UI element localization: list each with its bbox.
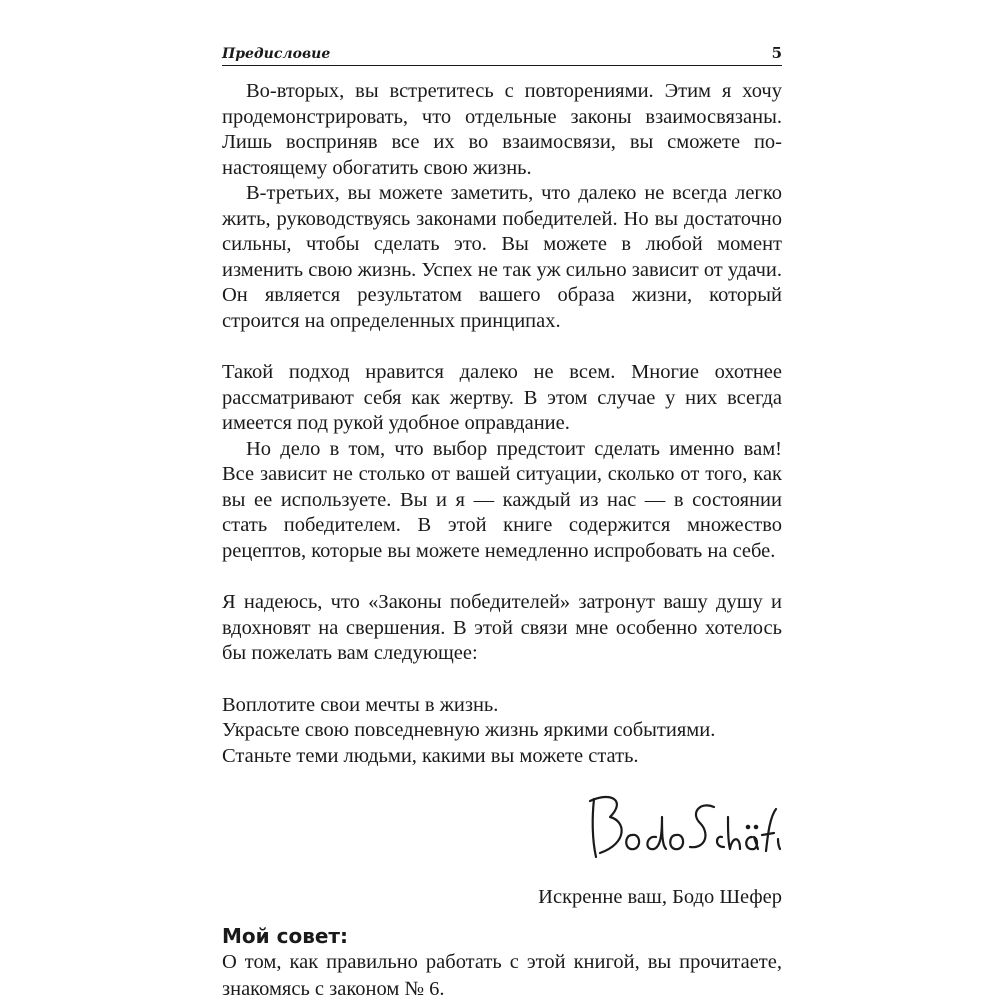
wish-item: Воплотите свои мечты в жизнь. [222,693,499,716]
signature-image [582,777,782,877]
wish-item: Украсьте свою повседневную жизнь яркими событиями. [222,719,716,741]
paragraph-approach: Такой подход нравится далеко не всем. Многие охотнее рассматривают себя как жертву. В этом случае у них всегда имеется под рукой удобное оправдание. [222,361,782,434]
sign-off: Искренне ваш, Бодо Шефер [538,886,782,908]
page-number: 5 [771,44,782,62]
tip-heading: Мой совет: [222,923,349,948]
paragraph-hope: Я надеюсь, что «Законы победителей» затронут вашу душу и вдохновят на свершения. В этой связи мне особенно хотелось бы пожелать вам следующее: [222,591,782,664]
wish-item: Станьте теми людьми, какими вы можете стать. [222,744,639,767]
tip-text: О том, как правильно работать с этой книгой, вы прочитаете, знакомясь с законом № 6. [222,950,782,1000]
book-page [222,40,782,1003]
paragraph-choice: Но дело в том, что выбор предстоит сделать именно вам! Все зависит не столько от вашей ситуации, сколько от того, как вы ее используете. Вы и я — каждый из нас — в состоянии стать победителем. В этой книге содержится множество рецептов, которые вы можете немедленно испробовать на себе. [222,437,782,562]
running-header [222,40,782,66]
body-text [222,79,782,769]
section-title: Предисловие [222,46,331,62]
wishes-list [222,693,782,770]
handwritten-signature [222,777,782,877]
paragraph-third-point: В-третьих, вы можете заметить, что далеко не всегда легко жить, руководствуясь законами победителей. Но вы достаточно сильны, чтобы сделать это. Вы можете в любой момент изменить свою жизнь. Успех не так уж сильно зависит от удачи. Он является результатом вашего образа жизни, который строится на определенных принципах. [222,182,782,332]
paragraph-repetitions: Во-вторых, вы встретитесь с повторениями. Этим я хочу продемонстрировать, что отдельные законы взаимосвязаны. Лишь восприняв все их во взаимосвязи, вы сможете по-настоящему обогатить свою жизнь. [222,80,782,179]
